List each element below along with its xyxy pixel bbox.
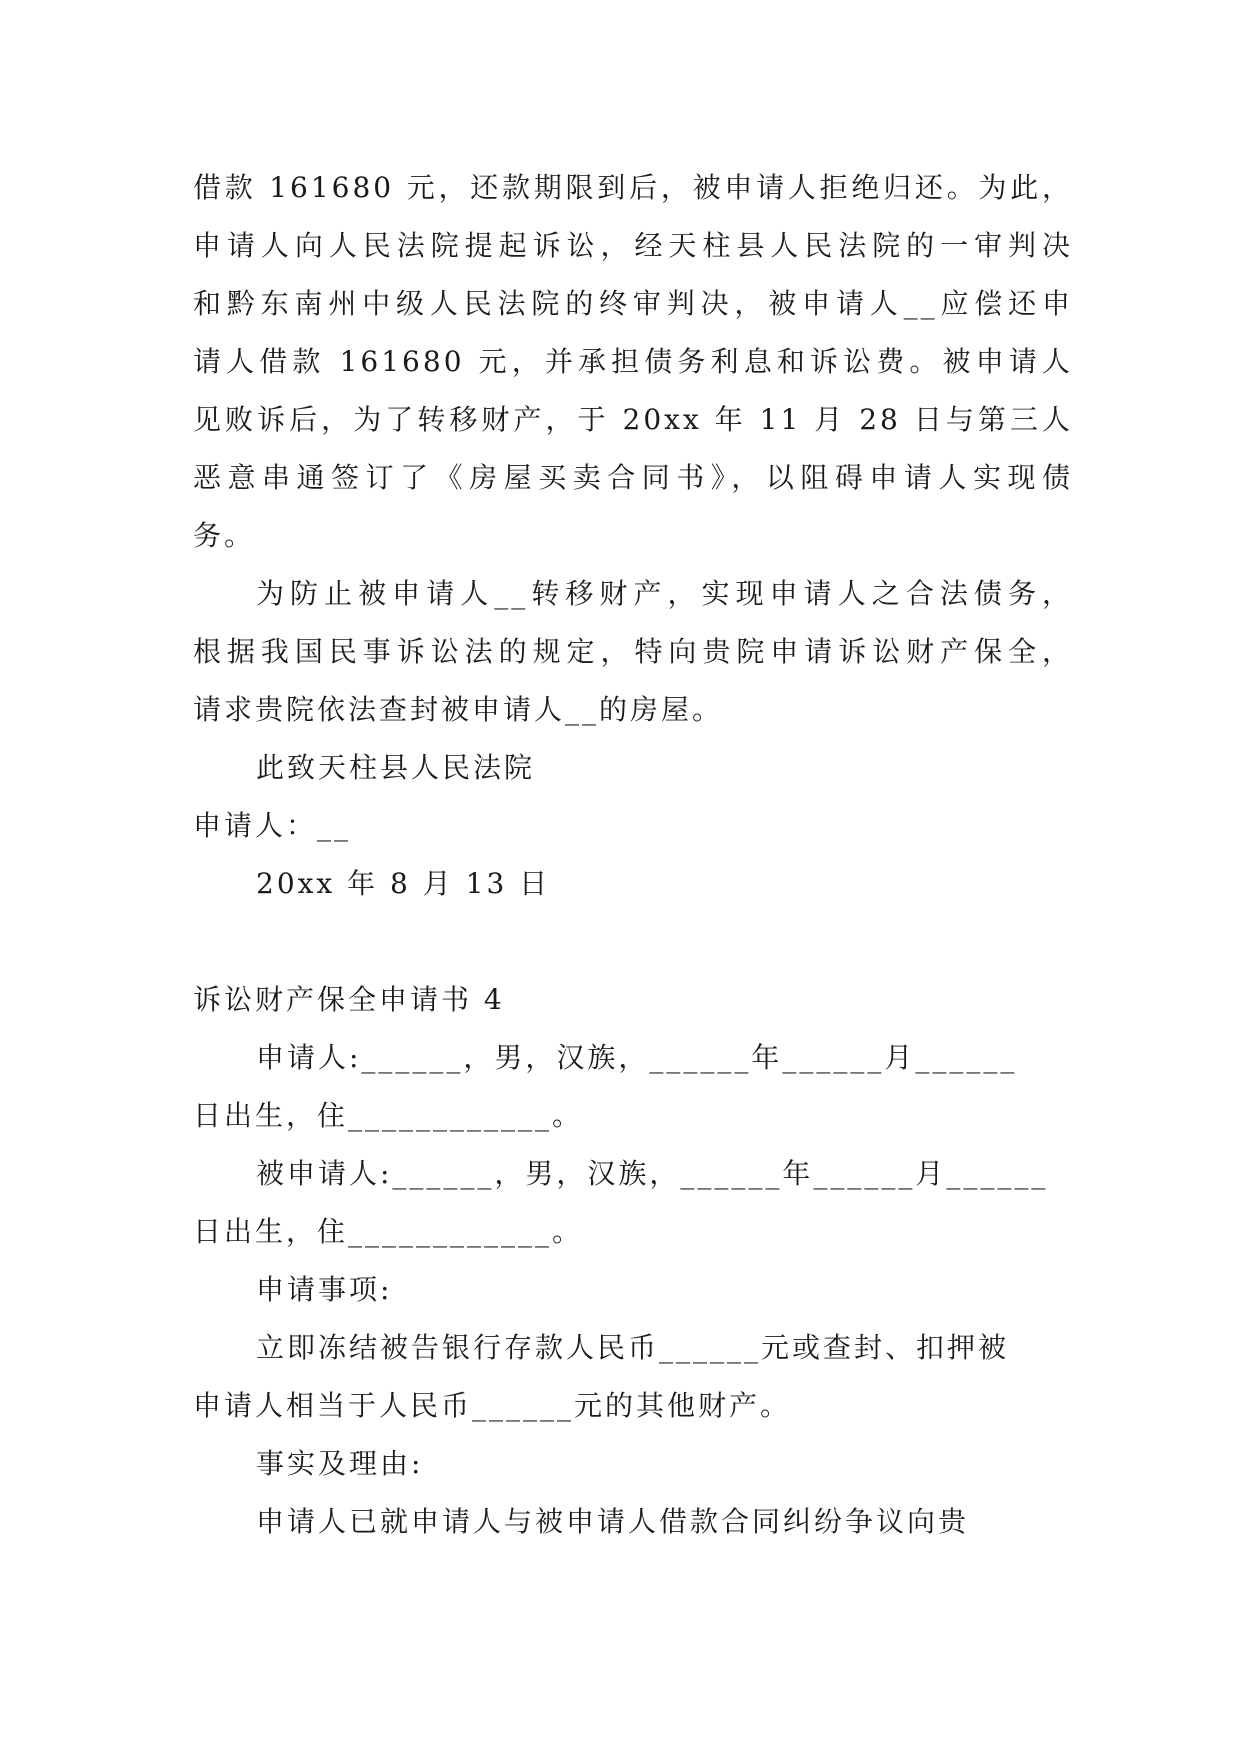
paragraph-line: 为防止被申请人__转移财产，实现申请人之合法债务， — [256, 577, 1073, 610]
paragraph-line: 根据我国民事诉讼法的规定，特向贵院申请诉讼财产保全， — [193, 635, 1073, 668]
paragraph-line: 申请人已就申请人与被申请人借款合同纠纷争议向贵 — [256, 1505, 970, 1538]
paragraph-line: 立即冻结被告银行存款人民币______元或查封、扣押被 — [256, 1331, 1010, 1364]
section-title: 诉讼财产保全申请书 4 — [193, 983, 505, 1016]
paragraph-line: 恶意串通签订了《房屋买卖合同书》，以阻碍申请人实现债 — [193, 461, 1073, 494]
applicant-signature: 申请人：__ — [193, 809, 352, 842]
paragraph-line: 申请人相当于人民币______元的其他财产。 — [193, 1389, 792, 1422]
paragraph-line: 见败诉后，为了转移财产，于 20xx 年 11 月 28 日与第三人 — [193, 403, 1073, 436]
document-date: 20xx 年 8 月 13 日 — [256, 867, 551, 900]
respondent-info-line: 被申请人:______，男，汉族，______年______月______ — [256, 1157, 1049, 1190]
paragraph-line: 请人借款 161680 元，并承担债务利息和诉讼费。被申请人 — [193, 345, 1073, 378]
section-heading: 申请事项: — [256, 1273, 393, 1306]
section-heading: 事实及理由: — [256, 1447, 424, 1480]
paragraph-line: 申请人向人民法院提起诉讼，经天柱县人民法院的一审判决 — [193, 229, 1073, 262]
applicant-info-line: 申请人:______，男，汉族，______年______月______ — [256, 1041, 1018, 1074]
paragraph-line: 和黔东南州中级人民法院的终审判决，被申请人__应偿还申 — [193, 287, 1073, 320]
paragraph-line: 借款 161680 元，还款期限到后，被申请人拒绝归还。为此， — [193, 171, 1073, 204]
respondent-info-line: 日出生，住____________。 — [193, 1215, 584, 1248]
paragraph-line: 务。 — [193, 519, 256, 552]
applicant-info-line: 日出生，住____________。 — [193, 1099, 584, 1132]
paragraph-line: 请求贵院依法查封被申请人__的房屋。 — [193, 693, 724, 726]
salutation: 此致天柱县人民法院 — [256, 751, 536, 784]
